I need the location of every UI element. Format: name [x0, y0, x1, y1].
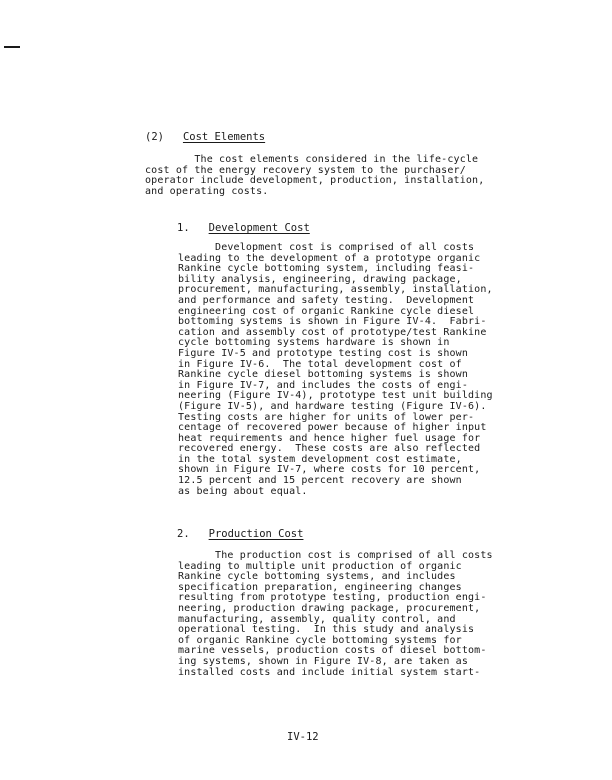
subsection-number: 2. — [177, 528, 190, 540]
text-line: (Figure IV-5), and hardware testing (Figure IV-6). — [178, 400, 487, 412]
text-line: cycle bottoming systems hardware is shown in — [178, 337, 450, 349]
text-line: installed costs and include initial system start- — [178, 666, 481, 678]
text-line: resulting from prototype testing, production engi- — [178, 592, 487, 604]
text-line: in the total system development cost estimate, — [178, 453, 462, 465]
text-line: leading to multiple unit production of organic — [178, 560, 462, 572]
text-line: Rankine cycle bottoming systems, and includes — [178, 571, 456, 583]
text-line: and operating costs. — [145, 185, 269, 197]
development-cost-paragraph — [178, 243, 493, 497]
text-line: Testing costs are higher for units of lower per- — [178, 411, 475, 423]
production-cost-paragraph — [178, 551, 493, 678]
text-line: cost of the energy recovery system to the purchaser/ — [145, 164, 466, 176]
text-line: specification preparation, engineering changes — [178, 581, 462, 593]
text-line: engineering cost of organic Rankine cycle diesel — [178, 305, 475, 317]
text-line: bility analysis, engineering, drawing package, — [178, 273, 462, 285]
text-line: operator include development, production, installation, — [145, 175, 485, 187]
section-heading — [145, 131, 265, 143]
text-line: manufacturing, assembly, quality control, and — [178, 613, 456, 625]
subsection-title: Production Cost — [208, 528, 304, 540]
text-line: Development cost is comprised of all costs — [178, 242, 475, 253]
text-line: shown in Figure IV-7, where costs for 10 percent, — [178, 464, 481, 476]
subsection-title: Development Cost — [208, 222, 310, 234]
text-line: cation and assembly cost of prototype/test Rankine — [178, 326, 487, 338]
text-line: as being about equal. — [178, 485, 308, 497]
text-line: in Figure IV-7, and includes the costs of engi- — [178, 379, 469, 391]
margin-mark — [4, 46, 20, 48]
section-number: (2) — [145, 131, 164, 143]
text-line: neering, production drawing package, procurement, — [178, 602, 481, 614]
text-line: marine vessels, production costs of diesel bottom- — [178, 645, 487, 657]
text-line: Rankine cycle diesel bottoming systems is shown — [178, 369, 469, 381]
subsection-heading-production — [177, 528, 303, 540]
text-line: procurement, manufacturing, assembly, installation, — [178, 284, 493, 296]
subsection-heading-development — [177, 222, 310, 234]
page-number: IV-12 — [287, 731, 319, 743]
text-line: operational testing. In this study and analysis — [178, 624, 475, 636]
text-line: leading to the development of a prototype organic — [178, 252, 481, 264]
section-title: Cost Elements — [182, 131, 266, 143]
text-line: ing systems, shown in Figure IV-8, are taken as — [178, 655, 469, 667]
text-line: centage of recovered power because of higher input — [178, 422, 487, 434]
text-line: heat requirements and hence higher fuel usage for — [178, 432, 481, 444]
text-line: The cost elements considered in the life-cycle — [145, 154, 479, 165]
text-line: neering (Figure IV-4), prototype test unit building — [178, 390, 493, 402]
text-line: and performance and safety testing. Development — [178, 294, 475, 306]
text-line: 12.5 percent and 15 percent recovery are shown — [178, 475, 462, 487]
text-line: recovered energy. These costs are also reflected — [178, 443, 481, 455]
text-line: of organic Rankine cycle bottoming systems for — [178, 634, 462, 646]
section-intro-paragraph — [145, 155, 484, 197]
text-line: The production cost is comprised of all costs — [178, 550, 493, 561]
text-line: in Figure IV-6. The total development cost of — [178, 358, 462, 370]
text-line: Figure IV-5 and prototype testing cost is shown — [178, 347, 469, 359]
subsection-number: 1. — [177, 222, 190, 234]
text-line: Rankine cycle bottoming system, including feasi- — [178, 263, 475, 275]
text-line: bottoming systems is shown in Figure IV-4. Fabri- — [178, 316, 487, 328]
